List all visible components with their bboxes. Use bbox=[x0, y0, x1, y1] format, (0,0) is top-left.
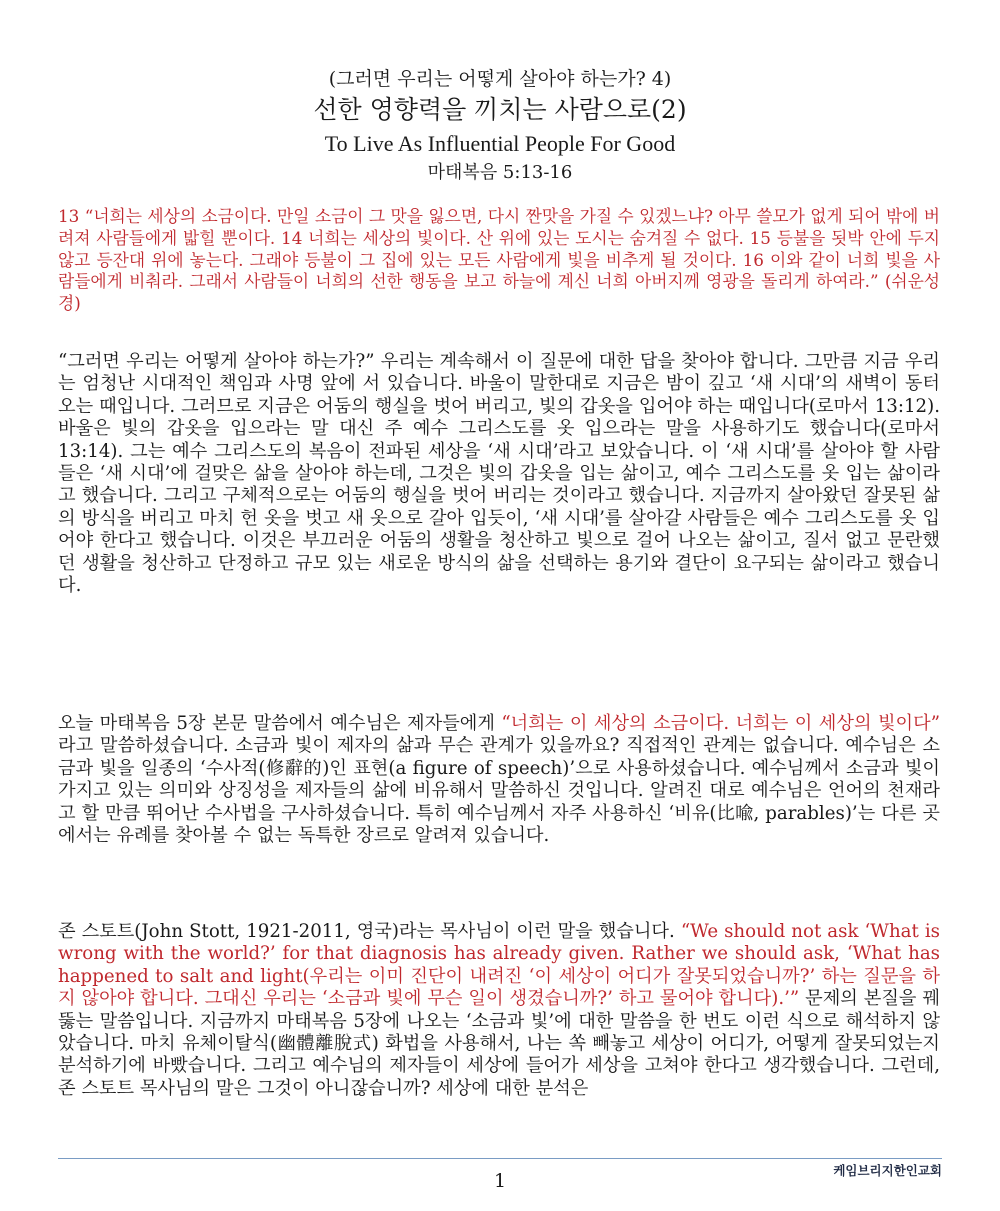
series-title: (그러면 우리는 어떻게 살아야 하는가? 4) bbox=[328, 68, 672, 90]
paragraph-text: 라고 말씀하셨습니다. 소금과 빛이 제자의 삶과 무슨 관계가 있을까요? 직접적인 관계는 없습니다. 예수님은 소금과 빛을 일종의 ‘수사적(修辭的)인 표현(a figure of speech)’으로 사용하셨습니다. 예수님께서 소금과 빛이 가지고 있는 의미와 상징성을 제자들의 삶에 비유해서 말씀하신 것입니다. 알려진 대로 예수님은 언어의 천재라고 할 만큼 뛰어난 수사법을 구사하셨습니다. 특히 예수님께서 자주 사용하신 ‘비유(比喩, parables)’는 다른 곳에서는 유례를 찾아볼 수 없는 독특한 장르로 알려져 있습니다. bbox=[58, 735, 940, 847]
body-paragraph-1: “그러면 우리는 어떻게 살아야 하는가?” 우리는 계속해서 이 질문에 대한 답을 찾아야 합니다. 그만큼 지금 우리는 엄청난 시대적인 책임과 사명 앞에 서 있습니다. 바울이 말한대로 지금은 밤이 깊고 ‘새 시대’의 새벽이 동터오는 때입니다. 그러므로 지금은 어둠의 행실을 벗어 버리고, 빛의 갑옷을 입어야 하는 때입니다(로마서 13:12). 바울은 빛의 갑옷을 입으라는 말 대신 주 예수 그리스도를 옷 입으라는 말을 사용하기도 했습니다(로마서 13:14). 그는 예수 그리스도의 복음이 전파된 세상을 ‘새 시대’라고 보았습니다. 이 ‘새 시대’를 살아야 할 사람들은 ‘새 시대’에 걸맞은 삶을 살아야 하는데, 그것은 빛의 갑옷을 입는 삶이고, 예수 그리스도를 옷 입는 삶이라고 했습니다. 그리고 구체적으로는 어둠의 행실을 벗어 버리는 것이라고 했습니다. 지금까지 살아왔던 잘못된 삶의 방식을 버리고 마치 헌 옷을 벗고 새 옷으로 갈아 입듯이, ‘새 시대’를 살아갈 사람들은 예수 그리스도를 옷 입어야 한다고 했습니다. 이것은 부끄러운 어둠의 생활을 청산하고 빛으로 걸어 나오는 삶이고, 질서 없고 문란했던 생활을 청산하고 단정하고 규모 있는 새로운 방식의 삶을 선택하는 용기와 결단이 요구되는 삶이라고 했습니다. bbox=[58, 351, 940, 597]
jesus-quote: “너희는 이 세상의 소금이다. 너희는 이 세상의 빛이다” bbox=[501, 713, 940, 734]
scripture-passage: 13 “너희는 세상의 소금이다. 만일 소금이 그 맛을 잃으면, 다시 짠맛을 가질 수 있겠느냐? 아무 쓸모가 없게 되어 밖에 버려져 사람들에게 밟힐 뿐이다. 14 너희는 세상의 빛이다. 산 위에 있는 도시는 숨겨질 수 없다. 15 등불을 됫박 안에 두지 않고 등잔대 위에 놓는다. 그래야 등불이 그 집에 있는 모든 사람에게 빛을 비추게 될 것이다. 16 이와 같이 너희 빛을 사람들에게 비춰라. 그래서 사람들이 너희의 선한 행동을 보고 하늘에 계신 너희 아버지께 영광을 돌리게 하여라.” (쉬운성경) bbox=[58, 206, 940, 314]
body-paragraph-2 bbox=[58, 713, 940, 847]
scripture-reference: 마태복음 5:13-16 bbox=[427, 162, 573, 183]
sermon-title: 선한 영향력을 끼치는 사람으로(2) bbox=[313, 95, 687, 124]
paragraph-text: 존 스토트(John Stott, 1921-2011, 영국)라는 목사님이 이런 말을 했습니다. bbox=[58, 921, 681, 942]
paragraph-text: 오늘 마태복음 5장 본문 말씀에서 예수님은 제자들에게 bbox=[58, 713, 502, 734]
footer-divider bbox=[58, 1158, 942, 1159]
stott-quote: “We should not ask ‘What is wrong with the world?’ for that diagnosis has already given. Rather we should ask, ‘What has happened to salt and light(우리는 이미 진단이 내려진 ‘이 세상이 어디가 잘못되었습니까?’ 하는 질문을 하지 않아야 합니다. 그대신 우리는 ‘소금과 빛에 무슨 일이 생겼습니까?’ 하고 물어야 합니다).’” bbox=[58, 921, 941, 1010]
church-name: 케임브리지한인교회 bbox=[833, 1163, 942, 1178]
english-subtitle: To Live As Influential People For Good bbox=[324, 131, 676, 156]
page-number: 1 bbox=[493, 1170, 507, 1192]
paragraph-text: 문제의 본질을 꿰뚫는 말씀입니다. 지금까지 마태복음 5장에 나오는 ‘소금과 빛’에 대한 말씀을 한 번도 이런 식으로 해석하지 않았습니다. 마치 유체이탈식(幽體離脫式) 화법을 사용해서, 나는 쏙 빼놓고 세상이 어디가, 어떻게 잘못되었는지 분석하기에 바빴습니다. 그리고 예수님의 제자들이 세상에 들어가 세상을 고쳐야 한다고 생각했습니다. 그런데, 존 스토트 목사님의 말은 그것이 아니잖습니까? 세상에 대한 분석은 bbox=[58, 988, 940, 1099]
body-paragraph-3 bbox=[58, 921, 940, 1100]
